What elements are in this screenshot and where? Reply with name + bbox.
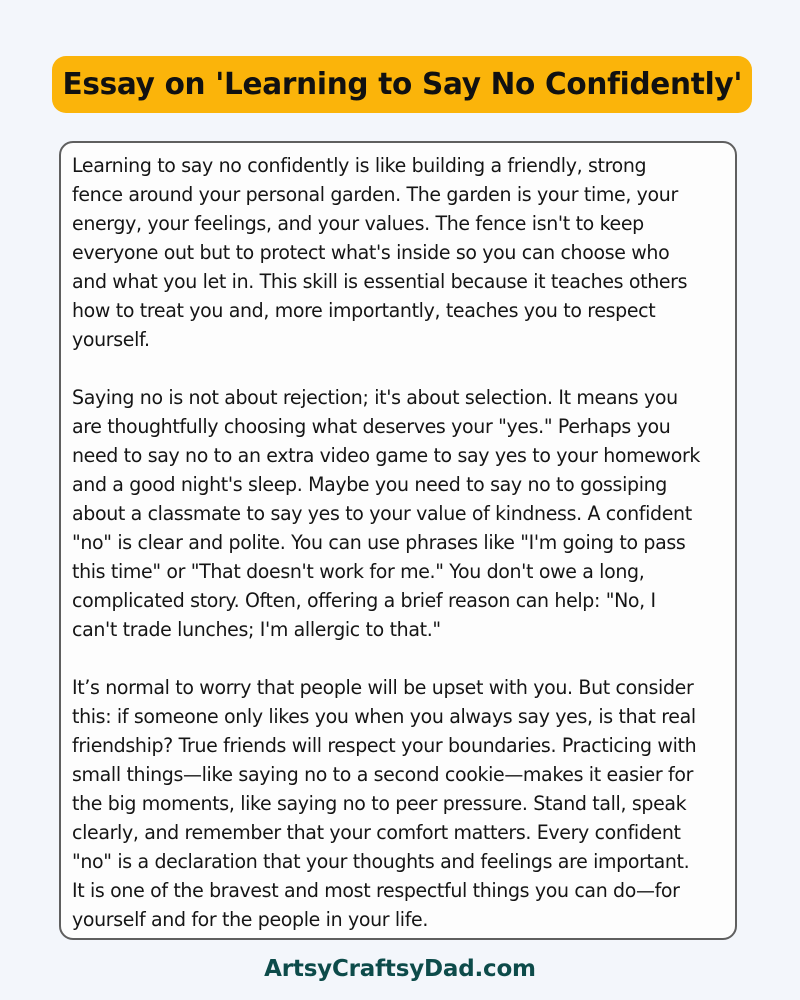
essay-line: the big moments, like saying no to peer pressure. Stand tall, speak [72, 792, 687, 815]
site-footer-link[interactable]: ArtsyCraftsyDad.com [264, 956, 536, 982]
essay-line: Saying no is not about rejection; it's about selection. It means you [72, 386, 678, 409]
essay-line: can't trade lunches; I'm allergic to that." [72, 618, 441, 641]
essay-line: and a good night's sleep. Maybe you need to say no to gossiping [72, 473, 667, 496]
essay-line: clearly, and remember that your comfort matters. Every confident [72, 821, 681, 844]
essay-line: everyone out but to protect what's inside so you can choose who [72, 241, 670, 264]
essay-line: yourself and for the people in your life. [72, 908, 429, 931]
essay-paragraph-3 [72, 673, 742, 934]
essay-paragraph-1 [72, 151, 742, 354]
page-title: Essay on 'Learning to Say No Confidently' [62, 67, 742, 102]
essay-line: energy, your feelings, and your values. The fence isn't to keep [72, 212, 644, 235]
essay-line: It is one of the bravest and most respectful things you can do—for [72, 879, 680, 902]
essay-paragraph-2 [72, 383, 742, 644]
essay-line: fence around your personal garden. The garden is your time, your [72, 183, 678, 206]
essay-line: this time" or "That doesn't work for me." You don't owe a long, [72, 560, 645, 583]
essay-line: are thoughtfully choosing what deserves your "yes." Perhaps you [72, 415, 671, 438]
essay-line: It’s normal to worry that people will be upset with you. But consider [72, 676, 694, 699]
essay-line: complicated story. Often, offering a brief reason can help: "No, I [72, 589, 656, 612]
essay-line: small things—like saying no to a second cookie—makes it easier for [72, 763, 694, 786]
essay-line: yourself. [72, 328, 150, 351]
title-banner [52, 56, 752, 113]
essay-line: friendship? True friends will respect your boundaries. Practicing with [72, 734, 697, 757]
essay-body [72, 151, 742, 963]
essay-line: this: if someone only likes you when you always say yes, is that real [72, 705, 696, 728]
essay-line: need to say no to an extra video game to say yes to your homework [72, 444, 701, 467]
essay-line: Learning to say no confidently is like building a friendly, strong [72, 154, 647, 177]
essay-line: about a classmate to say yes to your value of kindness. A confident [72, 502, 692, 525]
essay-line: how to treat you and, more importantly, teaches you to respect [72, 299, 656, 322]
essay-line: "no" is a declaration that your thoughts and feelings are important. [72, 850, 690, 873]
essay-line: and what you let in. This skill is essential because it teaches others [72, 270, 688, 293]
essay-line: "no" is clear and polite. You can use phrases like "I'm going to pass [72, 531, 686, 554]
